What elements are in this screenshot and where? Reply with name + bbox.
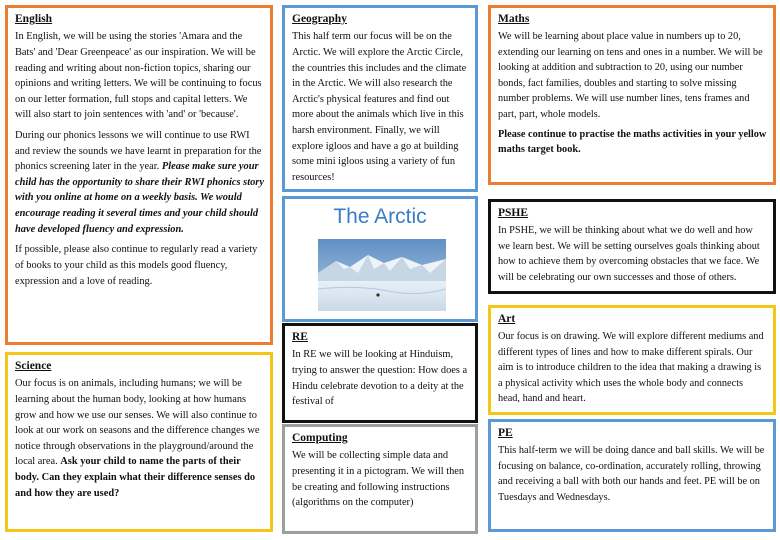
pshe-panel [488, 199, 776, 294]
science-request: Ask your child to name the parts of their body. Can they explain what their difference senses do and how they are used? [15, 456, 256, 499]
english-phonics-request: Please make sure your child has the opportunity to share their RWI phonics story with you online at home on a weekly basis. We would encourage reading it several times and your child should have developed fluency and expression. [15, 161, 264, 235]
maths-text: We will be learning about place value in numbers up to 20, extending our learning on tens and ones in a number. We will be looking at addition and subtraction to 20, using our number bonds, fact families, doubles and starting to solve missing number problems. We will use number lines, tens frames and part, part, whole models. [498, 31, 763, 120]
geography-text: This half term our focus will be on the Arctic. We will explore the Arctic Circle, the countries this includes and the climate in the Arctic. We will also research the Arctic's physical features and find out more about the animals which live in this harsh environment. Finally, we will explore igloos and have a go at building some mini igloos using a variety of fun resources! [292, 31, 467, 183]
art-text: Our focus is on drawing. We will explore different mediums and different types of lines and how to make different spirals. Our aim is to introduce children to the idea that making a drawing is a physical activity which uses the whole body and connects head, hand and heart. [498, 331, 764, 405]
re-heading: RE [292, 331, 308, 343]
arctic-panel [282, 196, 478, 322]
art-panel [488, 305, 776, 415]
english-phonics-text: During our phonics lessons we will continue to use RWI and review the sounds we have learnt in preparation for the phonics screening later in the year. [15, 130, 262, 173]
science-paragraph [15, 376, 264, 501]
pe-panel [488, 419, 776, 532]
arctic-title: The Arctic [333, 205, 427, 228]
science-panel [5, 352, 273, 532]
pshe-heading: PSHE [498, 207, 529, 219]
maths-panel [488, 5, 776, 185]
pe-text: This half-term we will be doing dance and ball skills. We will be focusing on balance, co-ordination, accurately rolling, throwing and receiving a ball with both our hands and feet. PE will be on Tuesdays and Wednesdays. [498, 445, 765, 503]
computing-panel [282, 424, 478, 534]
science-text: Our focus is on animals, including humans; we will be learning about the human body, looking at how humans grow and how we use our senses. We will also continue to look at our work on seasons and the difference changes we notice through observations in the playground/around the local area. [15, 378, 260, 468]
english-paragraph-1: In English, we will be using the stories 'Amara and the Bats' and 'Dear Greenpeace' as our inspiration. We will be reading and writing about non-fiction topics, sharing our opinions and writing letters. We will be continuing to focus on our letter formation, full stops and capital letters. We will also start to join sentences with 'and' or 'because'. [15, 31, 262, 121]
english-panel [5, 5, 273, 345]
pe-heading: PE [498, 427, 513, 439]
science-heading: Science [15, 360, 52, 372]
maths-request: Please continue to practise the maths activities in your yellow maths target book. [498, 129, 767, 156]
english-paragraph-3: If possible, please also continue to regularly read a variety of books to your child as this models good fluency, expression and a love of reading. [15, 244, 258, 287]
geography-heading: Geography [292, 13, 347, 25]
re-text: In RE we will be looking at Hinduism, trying to answer the question: How does a Hindu celebrate devotion to a deity at the festival of [292, 349, 468, 408]
maths-heading: Maths [498, 13, 530, 25]
english-heading: English [15, 13, 53, 25]
re-panel [282, 323, 478, 423]
pshe-text: In PSHE, we will be thinking about what we do well and how we learn best. We will be setting ourselves goals thinking about how to achieve them by overcoming obstacles that we face. We will be celebrating our own successes and those of others. [498, 225, 760, 283]
geography-panel [282, 5, 478, 192]
art-heading: Art [498, 313, 516, 325]
arctic-landscape-image [318, 239, 446, 311]
computing-text: We will be collecting simple data and presenting it in a pictogram. We will then be creating and following instructions (algorithms on the computer) [292, 450, 465, 509]
english-paragraph-2 [15, 128, 264, 237]
computing-heading: Computing [292, 432, 348, 444]
